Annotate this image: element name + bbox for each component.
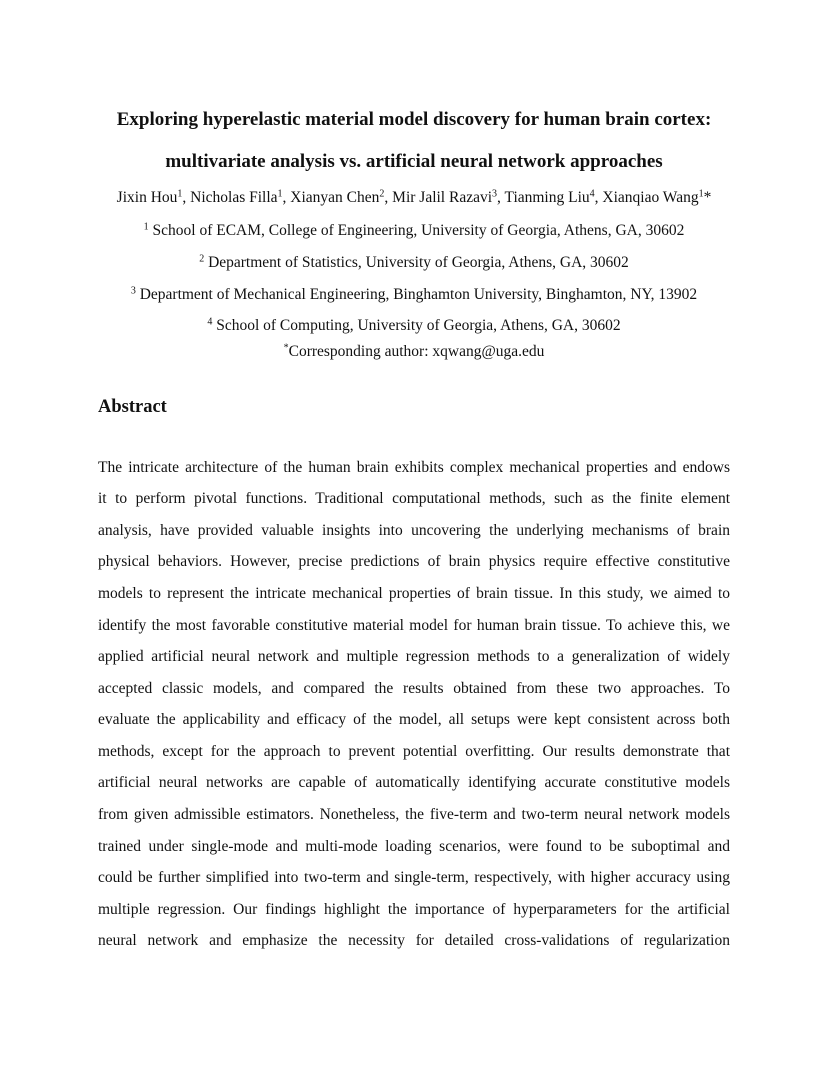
affiliation-3 xyxy=(0,285,828,304)
corresponding-author xyxy=(0,342,828,361)
affiliation-number: 4 xyxy=(207,316,213,328)
abstract-line: The intricate architecture of the human brain exhibits complex mechanical properties and endows xyxy=(98,459,730,476)
corresponding-author-text: Corresponding author: xqwang@uga.edu xyxy=(288,343,545,360)
affiliation-text: School of ECAM, College of Engineering, University of Georgia, Athens, GA, 30602 xyxy=(148,222,685,239)
author-affiliation-mark: 1 xyxy=(698,188,704,200)
author-separator: , xyxy=(282,189,291,206)
abstract-line: accepted classic models, and compared the results obtained from these two approaches. To xyxy=(98,680,730,697)
abstract-line: models to represent the intricate mechanical properties of brain tissue. In this study, we aimed to xyxy=(98,585,730,602)
author-affiliation-mark: 3 xyxy=(492,188,498,200)
abstract-line: it to perform pivotal functions. Traditional computational methods, such as the finite element xyxy=(98,490,730,507)
affiliation-1 xyxy=(0,221,828,240)
author-list xyxy=(0,188,828,207)
author-separator: , xyxy=(594,189,603,206)
abstract-line: multiple regression. Our findings highlight the importance of hyperparameters for the artificial xyxy=(98,901,730,918)
author-separator: , xyxy=(384,189,393,206)
affiliation-2 xyxy=(0,253,828,272)
abstract-line: physical behaviors. However, precise predictions of brain physics require effective constitutive xyxy=(98,553,730,570)
abstract-line: evaluate the applicability and efficacy of the model, all setups were kept consistent across both xyxy=(98,711,730,728)
author-separator: , xyxy=(497,189,505,206)
abstract-line: analysis, have provided valuable insights into uncovering the underlying mechanisms of brain xyxy=(98,522,730,539)
author-name: Xianqiao Wang xyxy=(602,189,699,206)
affiliation-4 xyxy=(0,316,828,335)
author-affiliation-mark: 1 xyxy=(177,188,183,200)
abstract-line: methods, except for the approach to prevent potential overfitting. Our results demonstrate that xyxy=(98,743,730,760)
abstract-line: artificial neural networks are capable of automatically identifying accurate constitutive models xyxy=(98,774,730,791)
paper-title-line-2: multivariate analysis vs. artificial neural network approaches xyxy=(165,151,663,172)
abstract-line: neural network and emphasize the necessity for detailed cross-validations of regularization xyxy=(98,932,730,949)
abstract-line: trained under single-mode and multi-mode loading scenarios, were found to be suboptimal and xyxy=(98,838,730,855)
abstract-line: identify the most favorable constitutive material model for human brain tissue. To achieve this, we xyxy=(98,617,730,634)
affiliation-text: Department of Statistics, University of Georgia, Athens, GA, 30602 xyxy=(204,254,629,271)
author-name: Nicholas Filla xyxy=(190,189,278,206)
abstract-line: could be further simplified into two-term and single-term, respectively, with higher accuracy using xyxy=(98,869,730,886)
author-affiliation-mark: 4 xyxy=(589,188,595,200)
abstract-line: applied artificial neural network and multiple regression methods to a generalization of widely xyxy=(98,648,730,665)
author-separator: , xyxy=(182,189,191,206)
author-affiliation-mark: 1 xyxy=(277,188,283,200)
affiliation-text: Department of Mechanical Engineering, Binghamton University, Binghamton, NY, 13902 xyxy=(135,286,698,303)
affiliation-number: 3 xyxy=(130,285,136,297)
author-name: Tianming Liu xyxy=(504,189,590,206)
author-name: Mir Jalil Razavi xyxy=(392,189,493,206)
author-name: Xianyan Chen xyxy=(290,189,380,206)
abstract-heading: Abstract xyxy=(98,397,167,417)
affiliation-number: 2 xyxy=(199,253,205,265)
affiliation-number: 1 xyxy=(143,221,149,233)
author-name: Jixin Hou xyxy=(116,189,178,206)
author-affiliation-mark: 2 xyxy=(379,188,385,200)
paper-title-line-1: Exploring hyperelastic material model discovery for human brain cortex: xyxy=(116,109,712,130)
corresponding-author-mark: * xyxy=(703,189,712,206)
affiliation-text: School of Computing, University of Georgia, Athens, GA, 30602 xyxy=(212,317,621,334)
abstract-line: from given admissible estimators. Nonetheless, the five-term and two-term neural network models xyxy=(98,806,730,823)
corresponding-mark: * xyxy=(283,342,289,354)
